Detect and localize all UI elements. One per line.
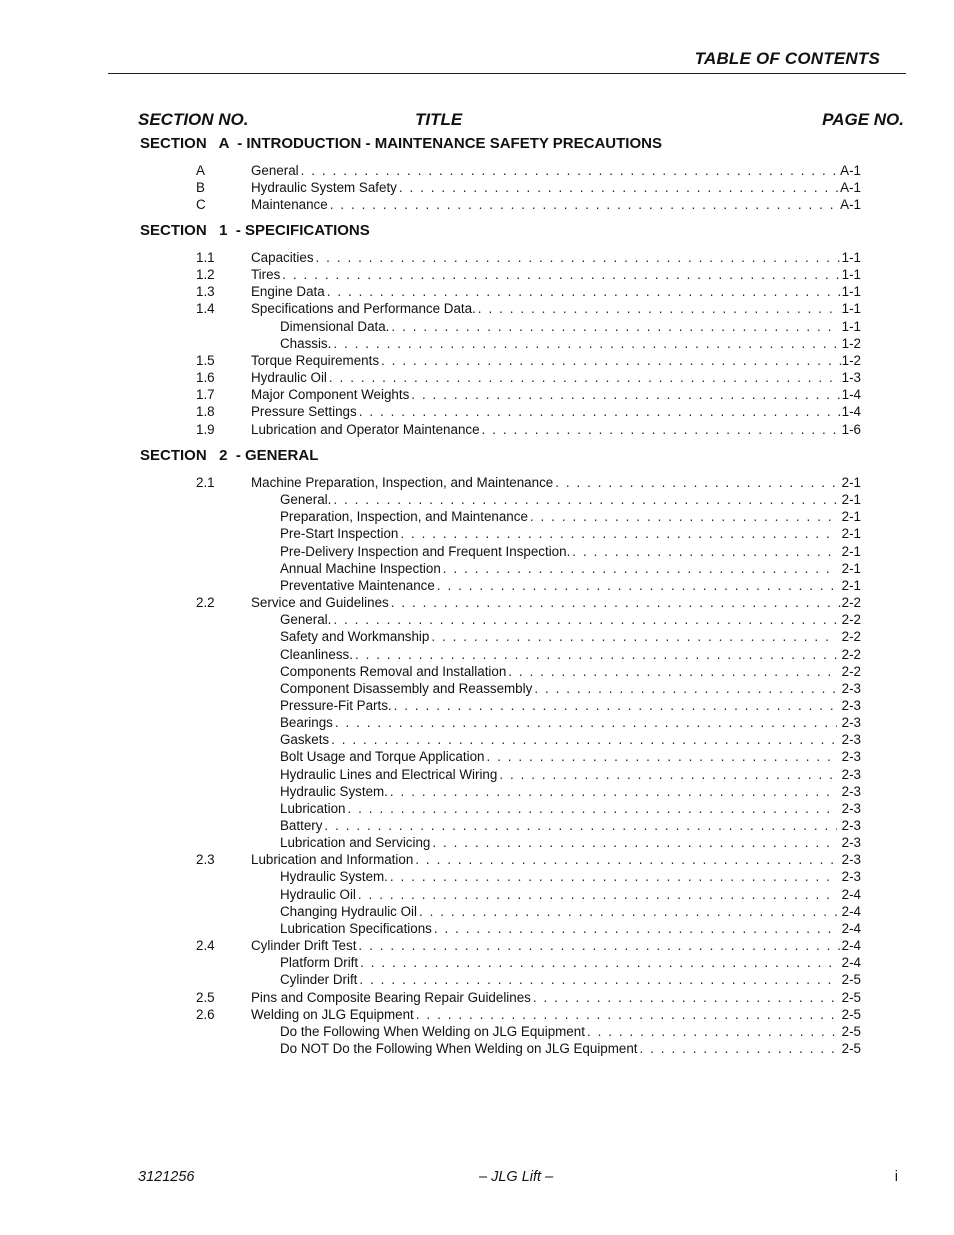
toc-entry-page: 2-3: [841, 749, 861, 765]
dot-leader: [329, 369, 841, 386]
dot-leader: [416, 1006, 841, 1023]
dot-leader: [431, 628, 836, 645]
toc-entry-page: 2-5: [841, 1006, 861, 1022]
dot-leader: [324, 817, 836, 834]
dot-leader: [415, 851, 840, 868]
dot-leader: [330, 196, 839, 213]
toc-entry[interactable]: [196, 369, 861, 386]
toc-entry-page: 2-4: [841, 903, 861, 919]
toc-entry-number: 2.6: [196, 1006, 215, 1022]
dot-leader: [411, 386, 840, 403]
toc-entry-text: Do the Following When Welding on JLG Equipment: [280, 1023, 585, 1039]
toc-entry-text: Hydraulic System.: [280, 783, 388, 799]
toc-entry-text: Lubrication and Information: [251, 852, 414, 868]
dot-leader: [390, 783, 837, 800]
toc-entry[interactable]: [280, 886, 861, 903]
toc-entry[interactable]: [196, 989, 861, 1006]
toc-entry[interactable]: [280, 714, 861, 731]
toc-entry-page: A-1: [840, 180, 861, 196]
dot-leader: [390, 868, 837, 885]
toc-entry-number: 2.4: [196, 938, 215, 954]
dot-leader: [282, 266, 840, 283]
page-header-title: TABLE OF CONTENTS: [694, 49, 880, 68]
dot-leader: [533, 989, 841, 1006]
toc-entry[interactable]: [280, 697, 861, 714]
toc-entry[interactable]: [280, 903, 861, 920]
toc-entry[interactable]: [280, 783, 861, 800]
dot-leader: [359, 403, 841, 420]
toc-entry-text: Major Component Weights: [251, 387, 410, 403]
toc-entry-number: 2.1: [196, 475, 215, 490]
header-rule: [108, 73, 906, 74]
dot-leader: [355, 646, 837, 663]
toc-entry-page: 1-2: [841, 335, 861, 351]
dot-leader: [391, 594, 841, 611]
footer-doc-number: 3121256: [138, 1169, 195, 1185]
dot-leader: [331, 731, 837, 748]
toc-entry-page: 2-4: [841, 886, 861, 902]
toc-entry-text: Dimensional Data.: [280, 318, 390, 334]
toc-entry[interactable]: [280, 920, 861, 937]
toc-entry-text: Components Removal and Installation: [280, 663, 507, 679]
section-title: SECTION 1 - SPECIFICATIONS: [140, 222, 370, 239]
toc-entry-number: 1.7: [196, 387, 215, 403]
dot-leader: [394, 697, 837, 714]
toc-entry[interactable]: [280, 646, 861, 663]
toc-entry-text: Lubrication and Operator Maintenance: [251, 421, 480, 437]
toc-entry-text: Do NOT Do the Following When Welding on JLG Equipment: [280, 1040, 638, 1056]
toc-entry-page: 2-4: [841, 938, 861, 954]
toc-entry[interactable]: [280, 834, 861, 851]
toc-entry-page: 2-1: [841, 526, 861, 542]
toc-entry-page: 2-3: [841, 835, 861, 851]
dot-leader: [437, 577, 837, 594]
toc-entry-text: Hydraulic Oil: [251, 370, 327, 386]
toc-entry-text: Hydraulic Oil: [280, 886, 356, 902]
toc-entry-number: 1.1: [196, 250, 215, 265]
toc-entry-text: Bearings: [280, 715, 333, 731]
toc-entry[interactable]: [280, 491, 861, 508]
toc-entry-page: 1-2: [841, 352, 861, 368]
toc-entry-page: 1-3: [841, 370, 861, 386]
toc-entry[interactable]: [280, 954, 861, 971]
toc-entry[interactable]: [196, 1006, 861, 1023]
toc-entry-text: Torque Requirements: [251, 352, 380, 368]
dot-leader: [587, 1023, 837, 1040]
toc-entry-text: Pre-Delivery Inspection and Frequent Inspection.: [280, 543, 571, 559]
toc-entry[interactable]: [280, 748, 861, 765]
toc-entry-number: 1.4: [196, 301, 215, 317]
toc-entry-text: Hydraulic System.: [280, 869, 388, 885]
toc-entry-page: 2-3: [841, 852, 861, 868]
toc-entry[interactable]: [280, 971, 861, 988]
toc-entry-text: Safety and Workmanship: [280, 629, 430, 645]
toc-entry-text: General.: [280, 612, 332, 628]
toc-entry-page: 2-5: [841, 972, 861, 988]
column-heading-section: SECTION NO.: [138, 110, 249, 129]
toc-entry[interactable]: [196, 474, 861, 491]
dot-leader: [482, 421, 841, 438]
dot-leader: [478, 300, 841, 317]
toc-entry[interactable]: [196, 386, 861, 403]
toc-entry-text: Platform Drift: [280, 955, 359, 971]
toc-entry-text: Lubrication Specifications: [280, 920, 432, 936]
toc-entry-page: 1-6: [841, 421, 861, 437]
toc-entry-text: Hydraulic System Safety: [251, 180, 397, 196]
toc-entry-text: Hydraulic Lines and Electrical Wiring: [280, 766, 498, 782]
toc-entry-text: Service and Guidelines: [251, 595, 389, 611]
toc-entry-text: Tires: [251, 267, 281, 283]
toc-entry-page: 2-5: [841, 989, 861, 1005]
dot-leader: [508, 663, 836, 680]
toc-entry-number: 2.2: [196, 595, 215, 611]
dot-leader: [391, 318, 836, 335]
toc-entry-text: Pressure Settings: [251, 404, 357, 420]
dot-leader: [534, 680, 836, 697]
toc-entry[interactable]: [280, 560, 861, 577]
toc-entry[interactable]: [196, 851, 861, 868]
dot-leader: [358, 937, 840, 954]
toc-entry-text: Preparation, Inspection, and Maintenance: [280, 509, 528, 525]
toc-entry-page: 2-2: [841, 612, 861, 628]
toc-entry-text: General.: [280, 492, 332, 508]
toc-entry[interactable]: [280, 335, 861, 352]
dot-leader: [499, 766, 836, 783]
toc-entry[interactable]: [196, 249, 861, 266]
toc-entry-page: 2-1: [841, 509, 861, 525]
toc-entry-page: 2-3: [841, 869, 861, 885]
toc-entry-text: Component Disassembly and Reassembly: [280, 680, 533, 696]
toc-entry-text: Cleanliness.: [280, 646, 353, 662]
toc-entry-text: Machine Preparation, Inspection, and Maintenance: [251, 475, 554, 490]
toc-entry-text: Capacities: [251, 250, 314, 265]
dot-leader: [399, 179, 839, 196]
toc-entry-text: Pressure-Fit Parts.: [280, 697, 392, 713]
toc-entry-page: 1-1: [841, 284, 861, 300]
toc-entry[interactable]: [280, 800, 861, 817]
toc-entry[interactable]: [196, 196, 861, 213]
dot-leader: [434, 920, 837, 937]
toc-entry-number: 1.3: [196, 284, 215, 300]
toc-entry[interactable]: [196, 266, 861, 283]
toc-entry[interactable]: [196, 937, 861, 954]
toc-entry[interactable]: [280, 1040, 861, 1057]
toc-entry-page: 2-3: [841, 766, 861, 782]
toc-entry[interactable]: [196, 594, 861, 611]
toc-entry-text: Lubrication: [280, 800, 346, 816]
dot-leader: [335, 714, 837, 731]
toc-entry-page: 2-1: [841, 543, 861, 559]
toc-entry-text: Gaskets: [280, 732, 330, 748]
toc-entry-page: 2-5: [841, 1023, 861, 1039]
dot-leader: [333, 335, 836, 352]
toc-entry-page: 1-1: [841, 267, 861, 283]
toc-entry-page: 2-2: [841, 629, 861, 645]
toc-entry-page: 2-4: [841, 955, 861, 971]
toc-entry-number: 1.6: [196, 370, 215, 386]
toc-entry[interactable]: [280, 817, 861, 834]
toc-entry[interactable]: [280, 525, 861, 542]
page-footer: [138, 1169, 898, 1187]
column-heading-title: TITLE: [415, 110, 463, 129]
toc-entry-text: Annual Machine Inspection: [280, 560, 441, 576]
toc-entry-page: 2-1: [841, 492, 861, 508]
toc-entry-page: 2-3: [841, 697, 861, 713]
toc-entry-page: 2-1: [841, 577, 861, 593]
toc-entry-page: 2-5: [841, 1040, 861, 1056]
toc-entry[interactable]: [280, 318, 861, 335]
column-headings: [138, 110, 904, 132]
toc-entry-number: B: [196, 180, 205, 196]
dot-leader: [640, 1040, 837, 1057]
toc-entry-text: Cylinder Drift: [280, 972, 358, 988]
toc-entry-text: Engine Data: [251, 284, 325, 300]
toc-entry[interactable]: [280, 628, 861, 645]
dot-leader: [359, 971, 836, 988]
toc-entry-page: 2-3: [841, 715, 861, 731]
dot-leader: [358, 886, 837, 903]
toc-entry-page: 1-1: [841, 301, 861, 317]
toc-entry-number: 1.2: [196, 267, 215, 283]
dot-leader: [327, 283, 841, 300]
toc-entry[interactable]: [280, 1023, 861, 1040]
toc-entry-page: 2-4: [841, 920, 861, 936]
dot-leader: [572, 543, 836, 560]
footer-brand: – JLG Lift –: [479, 1169, 554, 1185]
toc-entry-page: 1-1: [841, 250, 861, 265]
toc-entry-text: Pins and Composite Bearing Repair Guidelines: [251, 989, 531, 1005]
toc-entry[interactable]: [280, 766, 861, 783]
toc-entry[interactable]: [280, 577, 861, 594]
footer-page-number: i: [894, 1169, 898, 1185]
toc-entry[interactable]: [196, 403, 861, 420]
toc-entry-number: 1.5: [196, 352, 215, 368]
toc-entry[interactable]: [280, 611, 861, 628]
dot-leader: [486, 748, 836, 765]
toc-entry[interactable]: [196, 300, 861, 317]
dot-leader: [360, 954, 837, 971]
toc-entry-page: 2-1: [841, 560, 861, 576]
toc-entry-page: 2-1: [841, 475, 861, 490]
toc-entry-number: 2.5: [196, 989, 215, 1005]
toc-entry[interactable]: [280, 508, 861, 525]
toc-entry-page: 2-2: [841, 663, 861, 679]
toc-entry[interactable]: [280, 731, 861, 748]
dot-leader: [432, 834, 836, 851]
section-title: SECTION A - INTRODUCTION - MAINTENANCE SAFETY PRECAUTIONS: [140, 135, 662, 152]
toc-entry-number: C: [196, 197, 206, 213]
toc-entry[interactable]: [280, 543, 861, 560]
toc-entry-text: Maintenance: [251, 197, 328, 213]
toc-entry-page: 2-2: [841, 646, 861, 662]
toc-entry-number: A: [196, 163, 205, 178]
dot-leader: [530, 508, 837, 525]
toc-entry-page: 1-1: [841, 318, 861, 334]
dot-leader: [555, 474, 840, 491]
toc-entry-text: General: [251, 163, 299, 178]
toc-entry-page: A-1: [840, 197, 861, 213]
toc-entry-page: A-1: [840, 163, 861, 178]
dot-leader: [419, 903, 837, 920]
toc-entry-text: Bolt Usage and Torque Application: [280, 749, 485, 765]
dot-leader: [381, 352, 841, 369]
toc-entry-page: 2-3: [841, 783, 861, 799]
toc-entry-text: Lubrication and Servicing: [280, 835, 431, 851]
toc-entry-page: 2-3: [841, 800, 861, 816]
toc-entry-number: 1.9: [196, 421, 215, 437]
toc-entry-text: Pre-Start Inspection: [280, 526, 399, 542]
toc-entry[interactable]: [196, 352, 861, 369]
toc-entry-page: 1-4: [841, 404, 861, 420]
dot-leader: [400, 525, 836, 542]
dot-leader: [443, 560, 837, 577]
toc-entry[interactable]: [196, 179, 861, 196]
toc-entry[interactable]: [196, 421, 861, 438]
toc-entry[interactable]: [280, 680, 861, 697]
dot-leader: [333, 611, 836, 628]
section-title: SECTION 2 - GENERAL: [140, 447, 319, 464]
toc-entry-number: 1.8: [196, 404, 215, 420]
toc-entry[interactable]: [280, 868, 861, 885]
toc-entry-page: 2-2: [841, 595, 861, 611]
toc-entry[interactable]: [280, 663, 861, 680]
toc-entry-text: Chassis.: [280, 335, 332, 351]
column-heading-page: PAGE NO.: [822, 110, 904, 129]
toc-entry-page: 2-3: [841, 818, 861, 833]
dot-leader: [333, 491, 836, 508]
toc-entry-page: 2-3: [841, 732, 861, 748]
toc-entry-text: Cylinder Drift Test: [251, 938, 357, 954]
toc-entry-text: Battery: [280, 818, 323, 833]
toc-entry-text: Specifications and Performance Data.: [251, 301, 476, 317]
toc-entry-text: Welding on JLG Equipment: [251, 1006, 414, 1022]
toc-entry-page: 1-4: [841, 387, 861, 403]
toc-entry-page: 2-3: [841, 680, 861, 696]
dot-leader: [348, 800, 837, 817]
dot-leader: [301, 162, 840, 179]
dot-leader: [316, 249, 841, 266]
toc-entry[interactable]: [196, 162, 861, 179]
toc-entry[interactable]: [196, 283, 861, 300]
toc-entry-text: Preventative Maintenance: [280, 577, 435, 593]
toc-entry-text: Changing Hydraulic Oil: [280, 903, 417, 919]
toc-entry-number: 2.3: [196, 852, 215, 868]
